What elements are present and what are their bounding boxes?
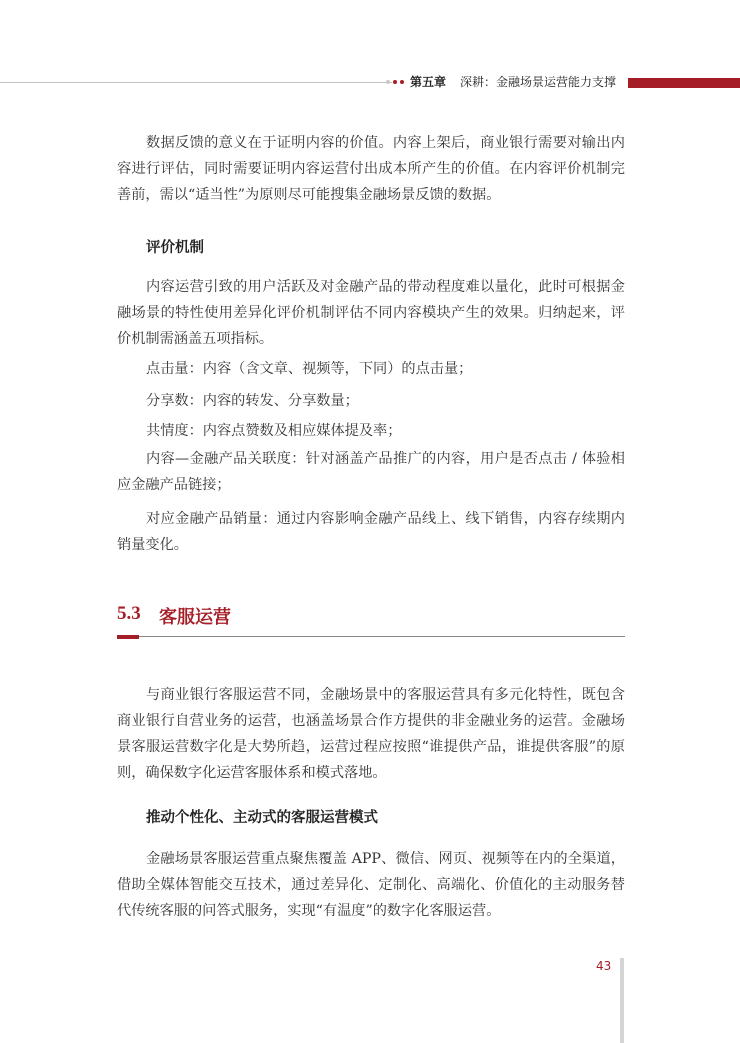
subheading: 评价机制: [146, 240, 204, 256]
paragraph: 内容运营引致的用户活跃及对金融产品的带动程度难以量化，此时可根据金融场景的特性使用差异化评价机制评估不同内容模块产生的效果。归纳起来，评价机制需涵盖五项指标。: [117, 279, 625, 347]
list-item: 点击量：内容（含文章、视频等，下同）的点击量；: [146, 361, 473, 377]
paragraph: 数据反馈的意义在于证明内容的价值。内容上架后，商业银行需要对输出内容进行评估，同时需要证明内容运营付出成本所产生的价值。在内容评价机制完善前，需以“适当性”为原则尽可能搜集金融场景反馈的数据。: [117, 135, 625, 203]
subheading: 推动个性化、主动式的客服运营模式: [146, 810, 378, 826]
header-rule: [0, 82, 392, 83]
page-number: 43: [596, 959, 612, 973]
section-title: 客服运营: [159, 607, 231, 628]
list-item: 分享数：内容的转发、分享数量；: [146, 393, 359, 409]
header-dot: [400, 80, 404, 84]
chapter-label: 第五章: [410, 75, 447, 89]
header-dot: [393, 80, 397, 84]
list-item: 共情度：内容点赞数及相应媒体提及率；: [146, 423, 402, 439]
paragraph: 与商业银行客服运营不同，金融场景中的客服运营具有多元化特性，既包含商业银行自营业务的运营，也涵盖场景合作方提供的非金融业务的运营。金融场景客服运营数字化是大势所趋，运营过程应按照“谁提供产品，谁提供客服”的原则，确保数字化运营客服体系和模式落地。: [117, 687, 625, 781]
chapter-title: 深耕：金融场景运营能力支撑: [460, 75, 617, 89]
section-accent-mark: [117, 635, 139, 639]
paragraph: 金融场景客服运营重点聚焦覆盖 APP、微信、网页、视频等在内的全渠道，借助全媒体智能交互技术，通过差异化、定制化、高端化、价值化的主动服务替代传统客服的问答式服务，实现“有温度”的数字化客服运营。: [117, 851, 625, 919]
list-item: 内容—金融产品关联度：针对涵盖产品推广的内容，用户是否点击 / 体验相应金融产品链接；: [117, 451, 625, 493]
page-edge-bar: [620, 958, 624, 1043]
list-item: 对应金融产品销量：通过内容影响金融产品线上、线下销售，内容存续期内销量变化。: [117, 511, 625, 553]
header-accent-bar: [628, 78, 740, 88]
section-heading: [117, 603, 625, 643]
section-rule: [117, 636, 625, 637]
running-header: [0, 72, 740, 96]
header-dot: [386, 80, 390, 84]
section-number: 5.3: [117, 603, 141, 624]
